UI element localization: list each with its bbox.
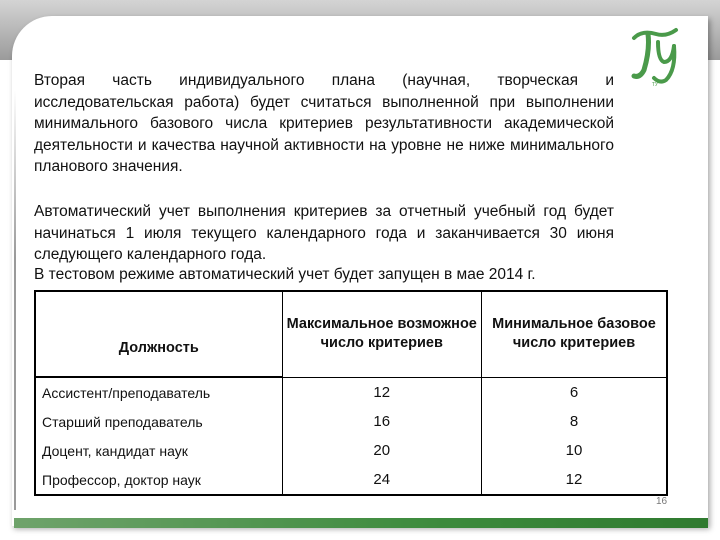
cell-min: 6 <box>481 377 667 407</box>
cell-max: 20 <box>282 436 481 465</box>
paragraph-individual-plan: Вторая часть индивидуального плана (научная, творческая и исследовательская работа) будет считаться выполненной при выполнении минимального базового числа критериев результативности академической деятельности и качества научной активности на уровне не ниже минимального планового значения. <box>34 72 614 175</box>
cell-max: 24 <box>282 465 481 495</box>
paragraph-test-mode: В тестовом режиме автоматический учет будет запущен в мае 2014 г. <box>34 266 536 283</box>
cell-position: Ассистент/преподаватель <box>35 377 282 407</box>
table-row <box>35 377 667 407</box>
table-header-row <box>35 291 667 377</box>
cell-max: 16 <box>282 407 481 436</box>
left-border-line <box>14 90 16 510</box>
cell-position: Старший преподаватель <box>35 407 282 436</box>
cell-min: 12 <box>481 465 667 495</box>
table-row <box>35 436 667 465</box>
cell-position: Доцент, кандидат наук <box>35 436 282 465</box>
cell-min: 10 <box>481 436 667 465</box>
table-row <box>35 465 667 495</box>
logo-text: ТУ <box>651 82 659 88</box>
bottom-green-bar <box>14 518 708 528</box>
table-row <box>35 407 667 436</box>
header-min-criteria: Минимальное базовое число критериев <box>481 291 667 377</box>
cell-position: Профессор, доктор наук <box>35 465 282 495</box>
cell-max: 12 <box>282 377 481 407</box>
cell-min: 8 <box>481 407 667 436</box>
header-max-criteria: Максимальное возможное число критериев <box>282 291 481 377</box>
university-logo-icon <box>620 20 690 90</box>
paragraph-automatic-accounting: Автоматический учет выполнения критериев за отчетный учебный год будет начинаться 1 июля текущего календарного года и заканчивается 30 июня следующего календарного года. <box>34 203 614 263</box>
header-position: Должность <box>35 291 282 377</box>
page-number: 16 <box>656 496 668 507</box>
criteria-table <box>34 290 668 496</box>
